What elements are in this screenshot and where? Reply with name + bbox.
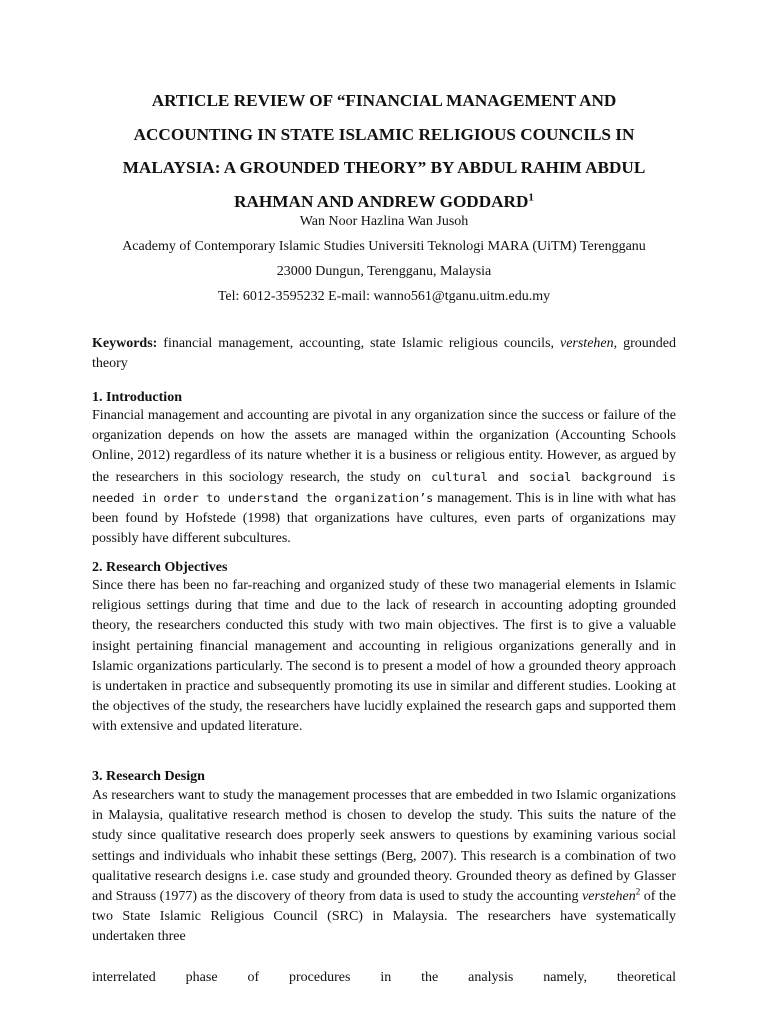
introduction-paragraph bbox=[92, 406, 676, 549]
keywords-label: Keywords: bbox=[92, 336, 158, 351]
author-address: 23000 Dungun, Terengganu, Malaysia bbox=[276, 264, 492, 279]
design-text: As researchers want to study the management processes that are embedded in two Islamic organizations in Malaysia, qualitative research method is chosen to develop the study. This suits the nature of the study since qualitative research does properly seek answers to questions by examining various social settings and individuals who inhabit these settings (Berg, 2007). This research is a combination of two qualitative research designs i.e. case study and grounded theory. Grounded theory as defined by Glasser and Strauss (1977) as the discovery of theory from data is used to study the accounting bbox=[92, 788, 676, 905]
keywords-text-end: , grounded theory bbox=[92, 336, 676, 372]
title-footnote-mark: 1 bbox=[528, 190, 534, 203]
design-last-line: interrelated phase of procedures in the analysis namely, theoretical bbox=[92, 970, 676, 985]
title-line-3: MALAYSIA: A GROUNDED THEORY” BY ABDUL RAHIM ABDUL bbox=[122, 158, 646, 177]
title-line-1: ARTICLE REVIEW OF “FINANCIAL MANAGEMENT AND bbox=[151, 91, 617, 110]
design-footnote-mark: 2 bbox=[635, 886, 641, 897]
keywords-italic-term: verstehen bbox=[559, 336, 614, 351]
keywords-paragraph bbox=[92, 334, 676, 374]
article-title bbox=[80, 84, 688, 218]
design-italic-term: verstehen bbox=[582, 889, 636, 905]
author-contact: Tel: 6012-3595232 E-mail: wanno561@tganu.uitm.edu.my bbox=[217, 289, 551, 304]
keywords-text: financial management, accounting, state Islamic religious councils, bbox=[157, 336, 560, 351]
objectives-paragraph: Since there has been no far-reaching and organized study of these two managerial elements in Islamic religious settings during that time and due to the lack of research in accounting adopting grounded theory, the researchers conducted this study with two main objectives. The first is to give a valuable insight pertaining financial management and accounting in religious organizations generally and in Islamic organizations particularly. The second is to present a model of how a grounded theory approach is undertaken in practice and subsequently promoting its use in similar and different studies. Looking at the objectives of the study, the researchers have lucidly explained the research gaps and supported them with extensive and updated literature. bbox=[92, 578, 676, 735]
title-line-4: RAHMAN AND ANDREW GODDARD bbox=[234, 191, 529, 211]
design-paragraph bbox=[92, 786, 676, 948]
introduction-mono-line: on cultural and social background is needed in order to understand the organization’s bbox=[92, 469, 676, 505]
section-heading-design: 3. Research Design bbox=[92, 769, 205, 784]
introduction-text-end: management. This is in line with what has been found by Hofstede (1998) that organizations have cultures, even parts of organizations may possibly have different subcultures. bbox=[92, 490, 676, 547]
title-line-2: ACCOUNTING IN STATE ISLAMIC RELIGIOUS COUNCILS IN bbox=[133, 124, 635, 144]
section-heading-objectives: 2. Research Objectives bbox=[92, 560, 228, 575]
author-affiliation: Academy of Contemporary Islamic Studies Universiti Teknologi MARA (UiTM) Terengganu bbox=[122, 239, 646, 254]
section-heading-introduction: 1. Introduction bbox=[92, 390, 182, 405]
introduction-text: Financial management and accounting are pivotal in any organization since the success or failure of the organization depends on how the assets are managed within the organization (Accounting Schools Online, 2012) regardless of its nature whether it is a business or religious entity. However, as argued by the researchers in this sociology research, the study bbox=[92, 408, 676, 485]
design-text-end: of the two State Islamic Religious Council (SRC) in Malaysia. The researchers have systematically undertaken three bbox=[92, 889, 677, 945]
author-name: Wan Noor Hazlina Wan Jusoh bbox=[299, 214, 469, 229]
